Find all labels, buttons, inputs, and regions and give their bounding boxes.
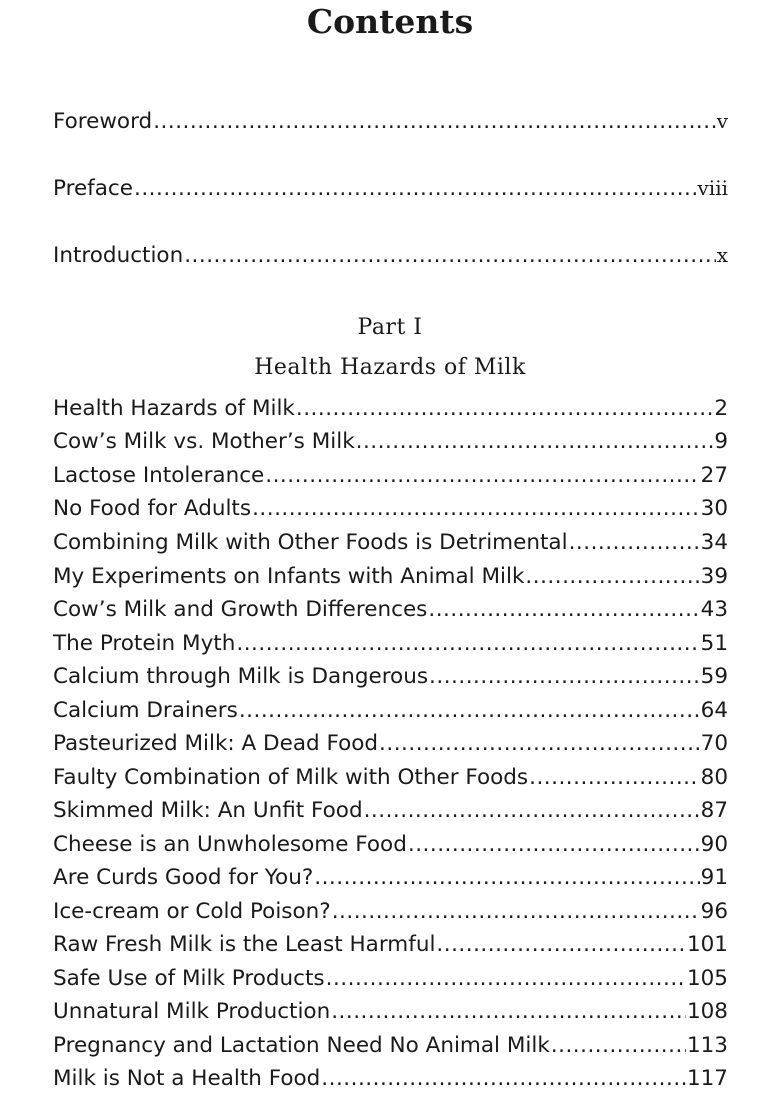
toc-entry-page: 51 [700,631,728,656]
dot-leader [321,1064,686,1094]
dot-leader [265,461,699,491]
toc-entry-label: Milk is Not a Health Food [53,1066,321,1091]
dot-leader [408,830,700,860]
toc-entry[interactable] [53,562,728,592]
dot-leader [296,394,713,424]
toc-entry-label: Skimmed Milk: An Unfit Food [53,798,363,823]
dot-leader [569,528,700,558]
toc-entry-label: Pregnancy and Lactation Need No Animal Milk [53,1033,550,1058]
toc-entry-page: 87 [700,798,728,823]
toc-entry-label: Foreword [53,109,153,134]
toc-entry[interactable] [53,964,728,994]
toc-entry-page: 70 [700,731,728,756]
toc-entry-page: 108 [686,999,728,1024]
toc-entry-label: Cow’s Milk and Growth Differences [53,597,428,622]
toc-entry[interactable] [53,461,728,491]
toc-entry-label: Cow’s Milk vs. Mother’s Milk [53,429,355,454]
dot-leader [529,763,700,793]
toc-entry-page: viii [697,176,728,200]
toc-entry[interactable] [53,997,728,1027]
toc-entry-page: 30 [700,496,728,521]
toc-entry-page: 96 [700,899,728,924]
toc-entry-label: Are Curds Good for You? [53,865,314,890]
toc-entry-label: The Protein Myth [53,631,236,656]
toc-entry[interactable] [53,863,728,893]
toc-entry-page: 90 [700,832,728,857]
toc-entry-page: 80 [700,765,728,790]
dot-leader [314,863,699,893]
dot-leader [184,241,716,271]
toc-entry-label: Health Hazards of Milk [53,396,295,421]
part-number: Part I [357,315,423,340]
toc-entry-page: 105 [686,966,728,991]
toc-entry[interactable] [53,595,728,625]
toc-entry-page: 34 [700,530,728,555]
dot-leader [331,997,686,1027]
toc-entry-page: 113 [686,1033,728,1058]
toc-entry-label: Safe Use of Milk Products [53,966,325,991]
dot-leader [364,796,700,826]
page-title: Contents [306,2,474,41]
part-title: Health Hazards of Milk [254,355,526,380]
dot-leader [429,662,700,692]
toc-entry[interactable] [53,796,728,826]
toc-entry[interactable] [53,528,728,558]
toc-entry-page: 27 [700,463,728,488]
toc-entry-page: v [716,109,728,133]
toc-entry-label: Raw Fresh Milk is the Least Harmful [53,932,436,957]
dot-leader [153,107,715,137]
toc-entry[interactable] [53,1031,728,1061]
toc-entry[interactable] [53,662,728,692]
toc-entry[interactable] [53,897,728,927]
toc-entry[interactable] [53,830,728,860]
toc-entry-preface[interactable] [53,173,728,204]
toc-entry-label: Calcium Drainers [53,698,238,723]
dot-leader [239,696,700,726]
dot-leader [134,174,697,204]
toc-entry-page: 64 [700,698,728,723]
toc-entry-label: Pasteurized Milk: A Dead Food [53,731,379,756]
toc-entry[interactable] [53,763,728,793]
toc-entry-page: 59 [700,664,728,689]
dot-leader [436,930,686,960]
toc-entry[interactable] [53,696,728,726]
dot-leader [356,427,714,457]
toc-entry[interactable] [53,629,728,659]
toc-entry-page: x [716,243,728,267]
dot-leader [379,729,700,759]
toc-entry-label: Faulty Combination of Milk with Other Foods [53,765,529,790]
toc-entry-label: Ice-cream or Cold Poison? [53,899,331,924]
toc-entry-page: 2 [714,396,728,421]
toc-entry-page: 43 [700,597,728,622]
toc-entry-page: 39 [700,564,728,589]
toc-entry[interactable] [53,494,728,524]
toc-entry[interactable] [53,930,728,960]
dot-leader [332,897,700,927]
toc-entry[interactable] [53,1064,728,1094]
toc-entry-label: Introduction [53,243,184,268]
dot-leader [525,562,699,592]
dot-leader [252,494,700,524]
toc-entry-label: Combining Milk with Other Foods is Detrimental [53,530,568,555]
toc-entry-foreword[interactable] [53,106,728,137]
toc-entry-label: Unnatural Milk Production [53,999,331,1024]
toc-entry-label: My Experiments on Infants with Animal Milk [53,564,525,589]
toc-entry-label: Lactose Intolerance [53,463,265,488]
toc-entry-label: No Food for Adults [53,496,252,521]
toc-entry[interactable] [53,394,728,424]
dot-leader [326,964,686,994]
toc-entry-introduction[interactable] [53,240,728,271]
toc-entry[interactable] [53,729,728,759]
dot-leader [428,595,699,625]
toc-entry-label: Preface [53,176,133,201]
toc-entry-page: 9 [714,429,728,454]
toc-entry-page: 117 [686,1066,728,1091]
toc-entry-page: 101 [686,932,728,957]
toc-entry-label: Cheese is an Unwholesome Food [53,832,407,857]
toc-entry-page: 91 [700,865,728,890]
toc-entry-label: Calcium through Milk is Dangerous [53,664,429,689]
toc-entry[interactable] [53,427,728,457]
dot-leader [236,629,699,659]
dot-leader [551,1031,686,1061]
